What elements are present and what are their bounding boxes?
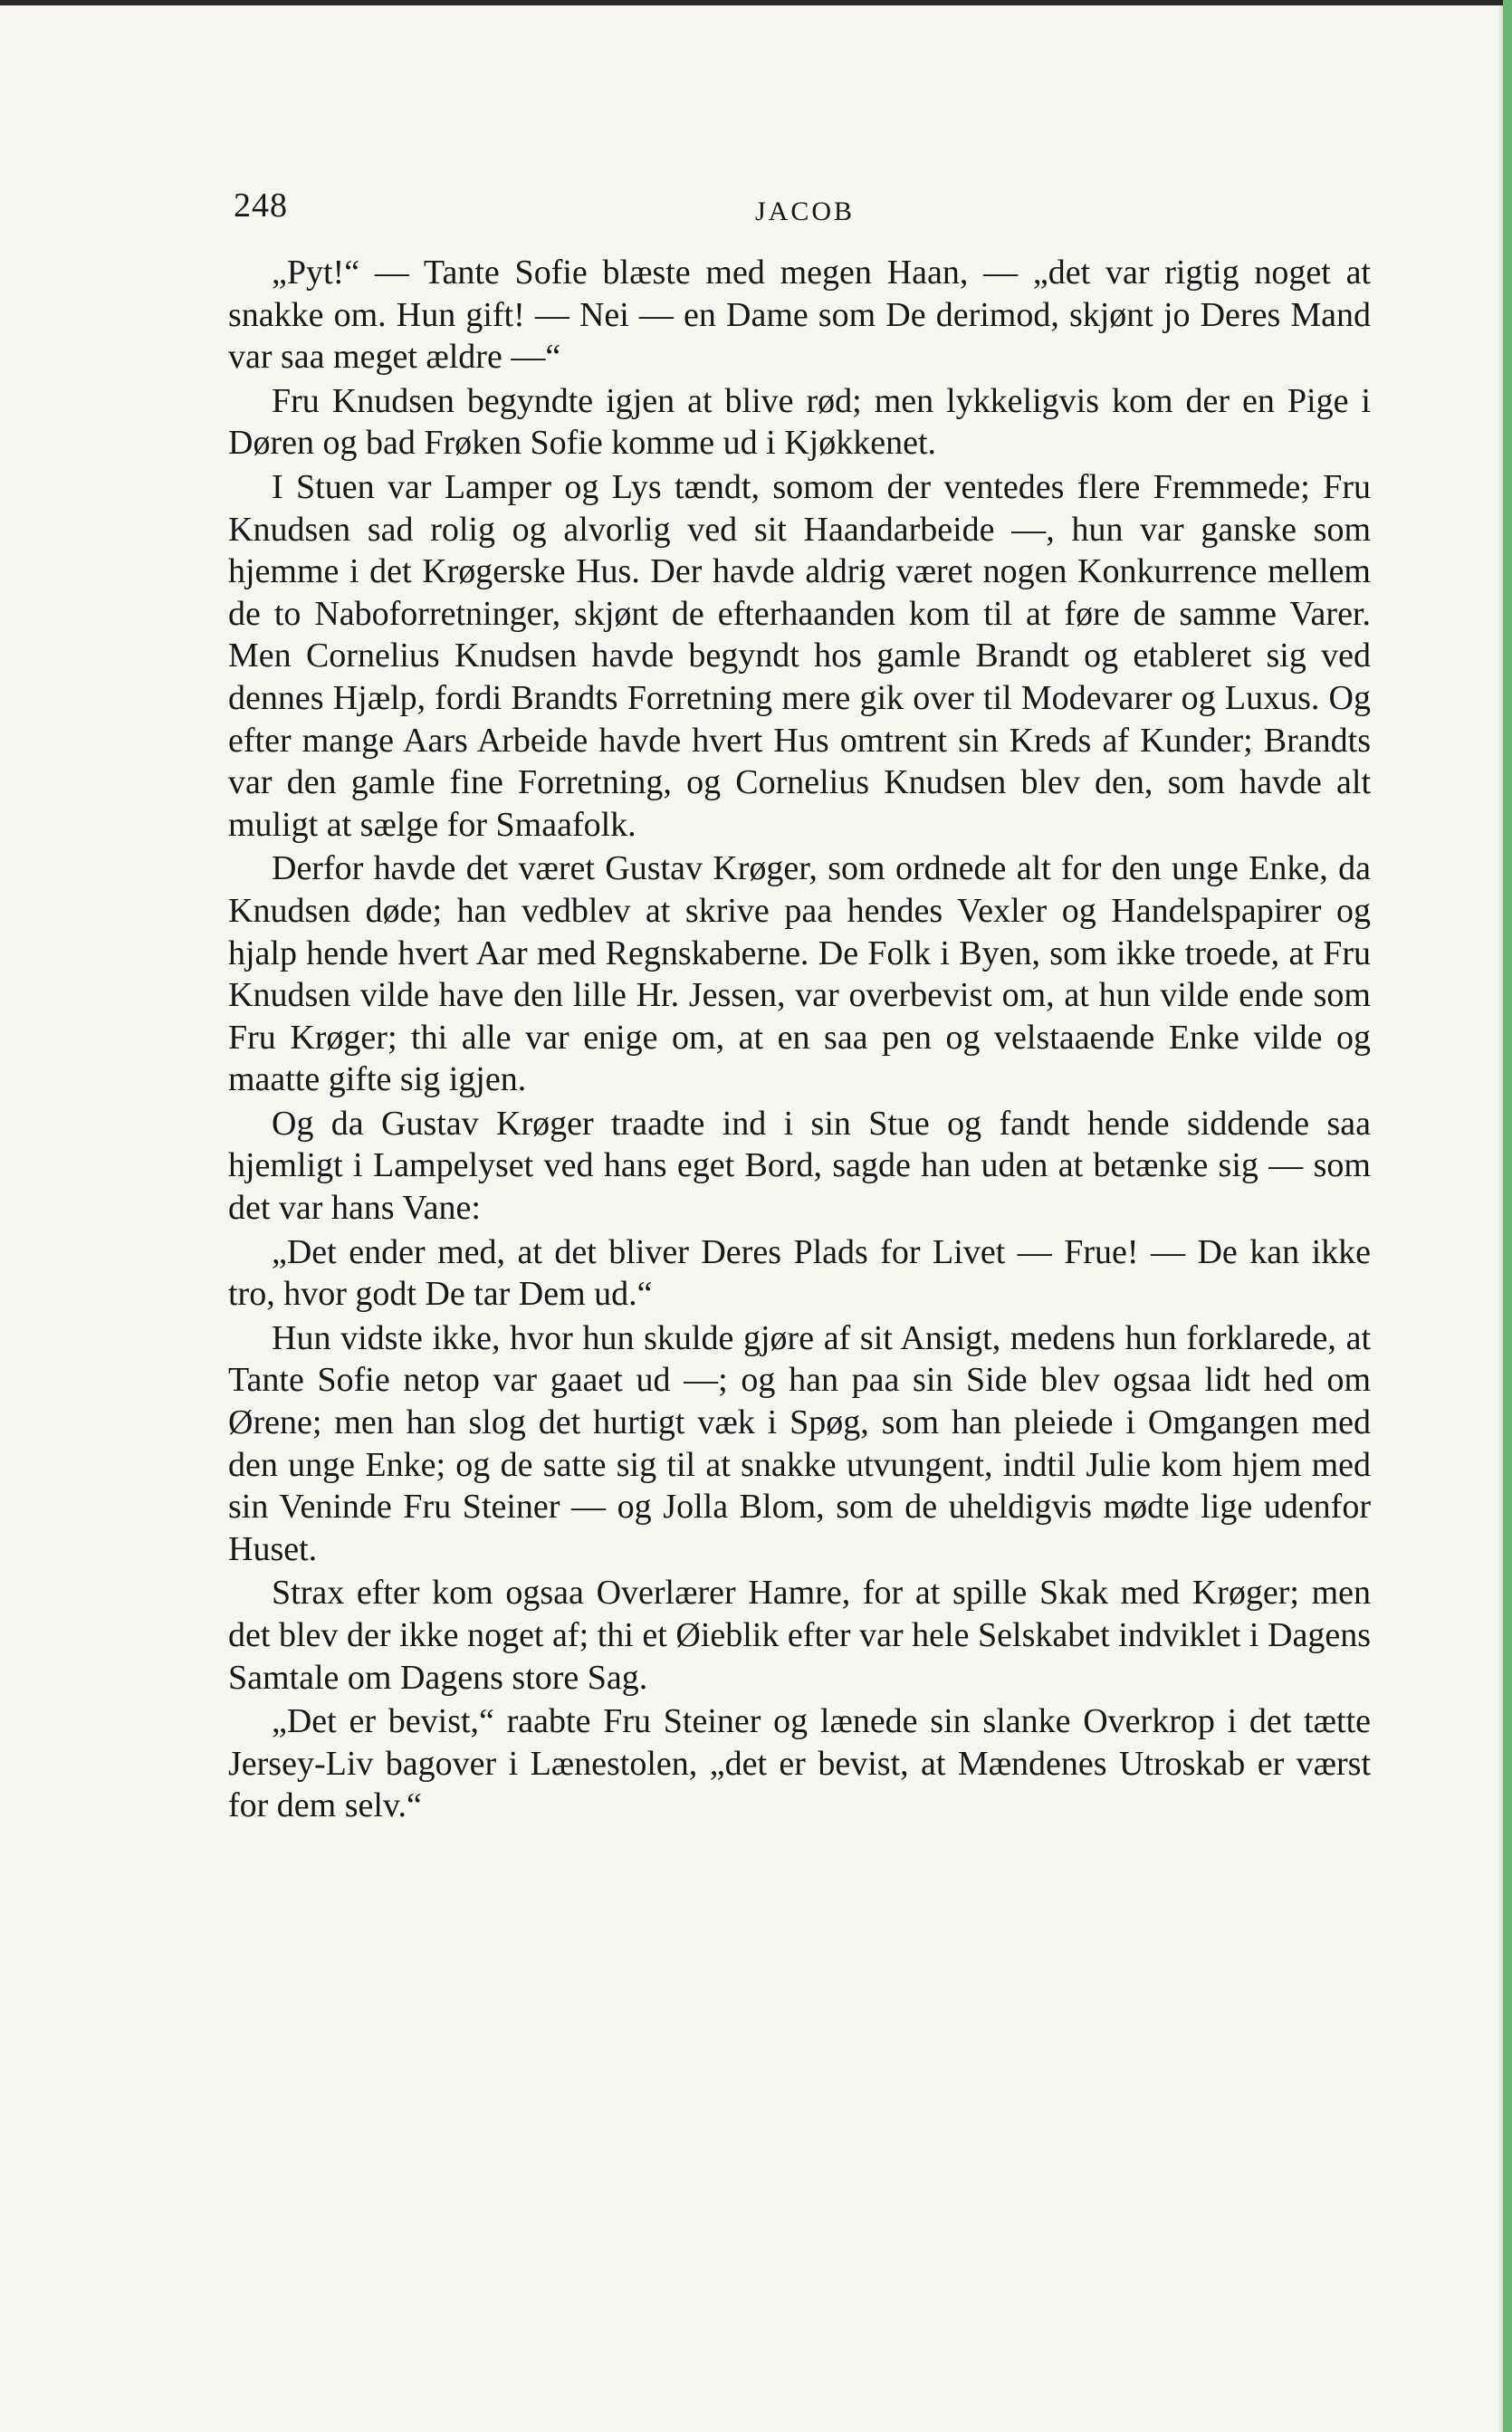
book-edge-strip	[1503, 0, 1512, 2432]
page-header	[234, 186, 1376, 240]
paragraph: „Det ender med, at det bliver Deres Plads for Livet — Frue! — De kan ikke tro, hvor godt De tar Dem ud.“	[228, 1232, 1371, 1314]
paragraph: „Pyt!“ — Tante Sofie blæste med megen Haan, — „det var rigtig noget at snakke om. Hun gift! — Nei — en Dame som De derimod, skjønt jo Deres Mand var saa meget ældre —“	[228, 254, 1371, 377]
paragraph: I Stuen var Lamper og Lys tændt, somom der ventedes flere Fremmede; Fru Knudsen sad rolig og alvorlig ved sit Haandarbeide —, hun var ganske som hjemme i det Krøgerske Hus. Der havde aldrig været nogen Konkurrence mellem de to Naboforretninger, skjønt de efterhaanden kom til at føre de samme Varer. Men Cornelius Knudsen havde begyndt hos gamle Brandt og etableret sig ved dennes Hjælp, fordi Brandts Forretning mere gik over til Modevarer og Luxus. Og efter mange Aars Arbeide havde hvert Hus omtrent sin Kreds af Kunder; Brandts var den gamle fine Forretning, og Cornelius Knudsen blev den, som havde alt muligt at sælge for Smaafolk.	[228, 467, 1371, 844]
paragraph: Fru Knudsen begyndte igjen at blive rød; men lykkeligvis kom der en Pige i Døren og bad Frøken Sofie komme ud i Kjøkkenet.	[228, 381, 1371, 463]
body-text	[228, 252, 1371, 1829]
paragraph: Hun vidste ikke, hvor hun skulde gjøre af sit Ansigt, medens hun forklarede, at Tante Sofie netop var gaaet ud —; og han paa sin Side blev ogsaa lidt hed om Ørene; men han slog det hurtigt væk i Spøg, som han pleiede i Omgangen med den unge Enke; og de satte sig til at snakke utvungent, indtil Julie kom hjem med sin Veninde Fru Steiner — og Jolla Blom, som de uheldigvis mødte lige udenfor Huset.	[228, 1318, 1371, 1568]
paragraph: Strax efter kom ogsaa Overlærer Hamre, for at spille Skak med Krøger; men det blev der ikke noget af; thi et Øieblik efter var hele Selskabet indviklet i Dagens Samtale om Dagens store Sag.	[228, 1574, 1371, 1697]
running-title: JACOB	[754, 196, 856, 226]
paragraph: Derfor havde det været Gustav Krøger, som ordnede alt for den unge Enke, da Knudsen døde; han vedblev at skrive paa hendes Vexler og Handelspapirer og hjalp hende hvert Aar med Regnskaberne. De Folk i Byen, som ikke troede, at Fru Knudsen vilde have den lille Hr. Jessen, var overbevist om, at hun vilde ende som Fru Krøger; thi alle var enige om, at en saa pen og velstaaende Enke vilde og maatte gifte sig igjen.	[228, 849, 1371, 1099]
paragraph: „Det er bevist,“ raabte Fru Steiner og lænede sin slanke Overkrop i det tætte Jersey-Liv bagover i Lænestolen, „det er bevist, at Mændenes Utroskab er værst for dem selv.“	[228, 1702, 1371, 1825]
paragraph: Og da Gustav Krøger traadte ind i sin Stue og fandt hende siddende saa hjemligt i Lampelyset ved hans eget Bord, sagde han uden at betænke sig — som det var hans Vane:	[228, 1104, 1371, 1228]
page-number: 248	[234, 187, 288, 225]
